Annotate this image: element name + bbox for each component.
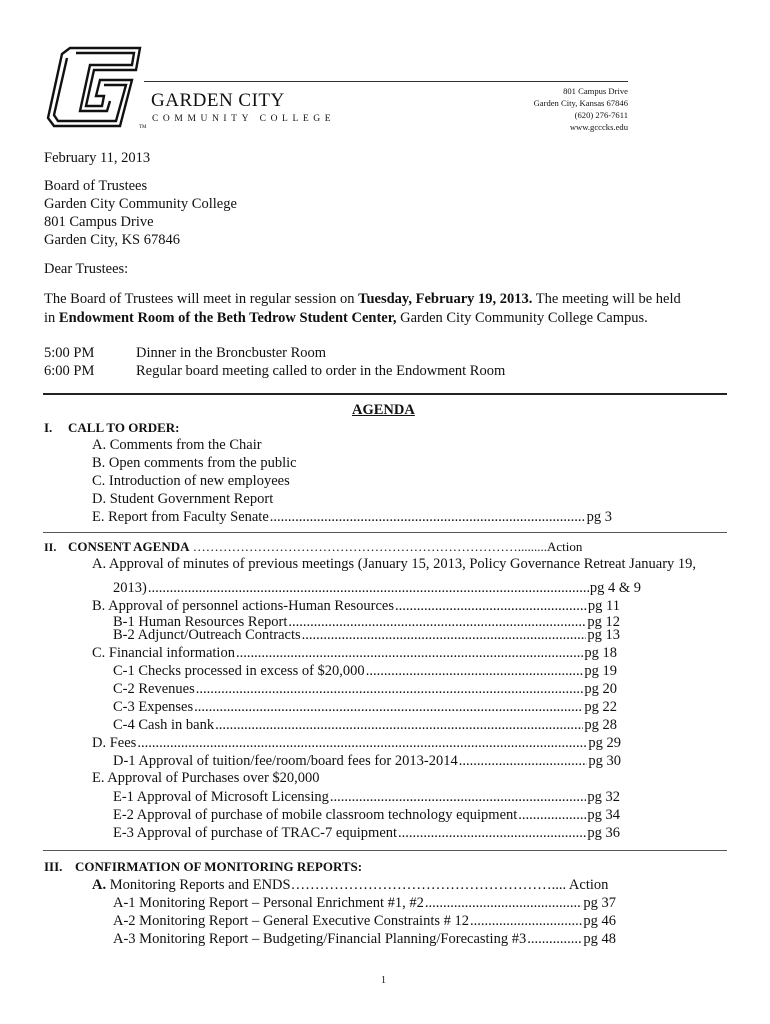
- agenda-item: D. Fees ..... pg 29: [92, 735, 621, 752]
- agenda-item: A. Comments from the Chair: [92, 437, 262, 453]
- agenda-item: B. Open comments from the public: [92, 455, 297, 471]
- section-divider: [43, 393, 727, 395]
- agenda-subitem: B-1 Human Resources Report ..... pg 12: [113, 614, 620, 631]
- section-title: CONFIRMATION OF MONITORING REPORTS:: [75, 859, 363, 874]
- recipient-line: 801 Campus Drive: [44, 214, 154, 230]
- section-number: I.: [44, 420, 53, 435]
- agenda-item: B. Approval of personnel actions-Human Resources ..... pg 11: [92, 598, 620, 615]
- agenda-subitem: C-3 Expenses ..... pg 22: [113, 699, 617, 716]
- agenda-item: A. Approval of minutes of previous meetings (January 15, 2013, Policy Governance Retreat January 19,: [92, 556, 697, 572]
- schedule-time: 6:00 PM: [44, 363, 95, 379]
- page-number: 1: [381, 975, 386, 986]
- section-title: CALL TO ORDER:: [68, 420, 180, 435]
- agenda-item: E. Approval of Purchases over $20,000: [92, 770, 320, 786]
- intro-line-1: The Board of Trustees will meet in regular session on Tuesday, February 19, 2013. The meeting will be held: [44, 291, 681, 307]
- agenda-heading: AGENDA: [352, 402, 415, 418]
- agenda-subitem: C-1 Checks processed in excess of $20,000 ..... pg 19: [113, 663, 617, 680]
- agenda-item: C. Financial information ..... pg 18: [92, 645, 617, 662]
- recipient-line: Garden City Community College: [44, 196, 237, 212]
- agenda-subitem: E-1 Approval of Microsoft Licensing ..... pg 32: [113, 789, 620, 806]
- agenda-item: C. Introduction of new employees: [92, 473, 290, 489]
- schedule-time: 5:00 PM: [44, 345, 95, 361]
- agenda-item: D. Student Government Report: [92, 491, 274, 507]
- section-title-line: CONSENT AGENDA ………………………………………………………………….........Action: [68, 539, 583, 554]
- recipient-line: Board of Trustees: [44, 178, 148, 194]
- section-divider: [43, 850, 727, 851]
- agenda-item: A. Monitoring Reports and ENDS……………………………………………….... Action: [92, 877, 609, 893]
- college-logo: [40, 44, 144, 130]
- salutation: Dear Trustees:: [44, 261, 129, 277]
- letterhead-rule: [144, 81, 628, 82]
- agenda-subitem: E-3 Approval of purchase of TRAC-7 equipment ..... pg 36: [113, 825, 620, 842]
- agenda-subitem: A-3 Monitoring Report – Budgeting/Financial Planning/Forecasting #3 ..... pg 48: [113, 931, 616, 948]
- address-website: www.gcccks.edu: [569, 122, 628, 132]
- agenda-subitem: C-4 Cash in bank ..... pg 28: [113, 717, 617, 734]
- recipient-line: Garden City, KS 67846: [44, 232, 180, 248]
- section-divider: [43, 532, 727, 533]
- trademark: TM: [139, 125, 147, 130]
- address-city: Garden City, Kansas 67846: [533, 98, 628, 108]
- address-phone: (620) 276-7611: [574, 110, 628, 120]
- agenda-subitem: D-1 Approval of tuition/fee/room/board fees for 2013-2014 ..... pg 30: [113, 753, 621, 770]
- address-street: 801 Campus Drive: [563, 86, 628, 96]
- letter-date: February 11, 2013: [44, 150, 151, 166]
- college-subtitle: COMMUNITY COLLEGE: [152, 114, 336, 124]
- section-number: III.: [44, 859, 63, 874]
- college-name: GARDEN CITY: [151, 90, 285, 111]
- intro-line-2: in Endowment Room of the Beth Tedrow Student Center, Garden City Community College Campus.: [44, 310, 648, 326]
- agenda-item: E. Report from Faculty Senate ..... pg 3: [92, 509, 612, 526]
- section-number: II.: [44, 540, 57, 554]
- agenda-subitem: E-2 Approval of purchase of mobile classroom technology equipment ..... pg 34: [113, 807, 620, 824]
- schedule-desc: Regular board meeting called to order in the Endowment Room: [136, 363, 506, 379]
- schedule-desc: Dinner in the Broncbuster Room: [136, 345, 327, 361]
- agenda-subitem: A-2 Monitoring Report – General Executive Constraints # 12 ..... pg 46: [113, 913, 616, 930]
- agenda-item-continued: 2013) ..... pg 4 & 9: [113, 580, 641, 597]
- agenda-subitem: B-2 Adjunct/Outreach Contracts ..... pg 13: [113, 627, 620, 644]
- agenda-subitem: C-2 Revenues ..... pg 20: [113, 681, 617, 698]
- agenda-subitem: A-1 Monitoring Report – Personal Enrichment #1, #2 ..... pg 37: [113, 895, 616, 912]
